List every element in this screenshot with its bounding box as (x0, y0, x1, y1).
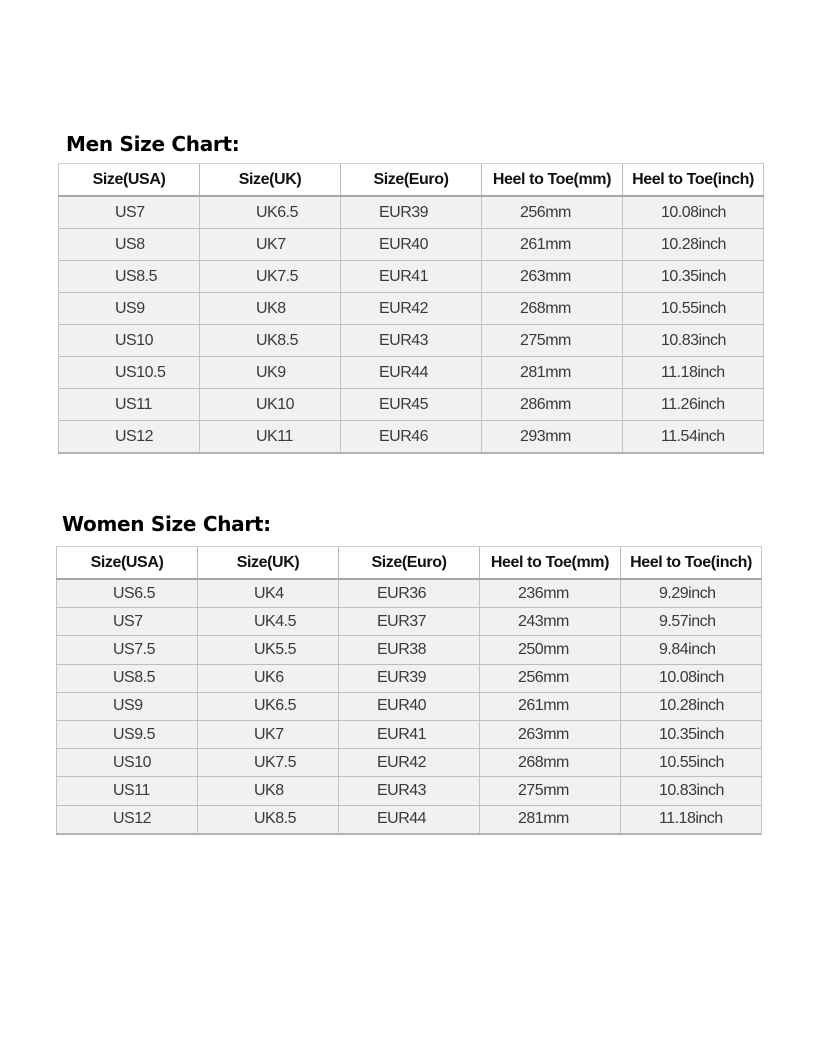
table-row (57, 636, 762, 664)
cell-size-euro: EUR45 (341, 389, 482, 421)
cell-size-uk: UK6.5 (198, 692, 339, 720)
cell-heel-to-toe-mm: 263mm (480, 720, 621, 748)
cell-heel-to-toe-mm: 281mm (482, 357, 623, 389)
cell-size-usa: US10 (59, 325, 200, 357)
cell-size-uk: UK7 (198, 720, 339, 748)
cell-heel-to-toe-mm: 275mm (480, 777, 621, 805)
cell-heel-to-toe-inch: 10.28inch (623, 229, 764, 261)
cell-size-usa: US12 (59, 421, 200, 454)
table-row (57, 805, 762, 834)
cell-heel-to-toe-mm: 256mm (482, 196, 623, 229)
cell-size-uk: UK6.5 (200, 196, 341, 229)
cell-size-usa: US9 (57, 692, 198, 720)
cell-size-usa: US10.5 (59, 357, 200, 389)
table-row (59, 293, 764, 325)
cell-heel-to-toe-inch: 9.29inch (621, 579, 762, 608)
table-row (57, 749, 762, 777)
cell-heel-to-toe-mm: 268mm (480, 749, 621, 777)
cell-size-uk: UK8 (200, 293, 341, 325)
table-row (57, 692, 762, 720)
cell-size-uk: UK6 (198, 664, 339, 692)
cell-size-uk: UK8.5 (200, 325, 341, 357)
cell-size-euro: EUR43 (341, 325, 482, 357)
cell-heel-to-toe-mm: 293mm (482, 421, 623, 454)
cell-heel-to-toe-inch: 10.08inch (623, 196, 764, 229)
cell-size-euro: EUR40 (341, 229, 482, 261)
table-row (59, 421, 764, 454)
cell-size-euro: EUR41 (341, 261, 482, 293)
table-row (57, 777, 762, 805)
cell-size-euro: EUR40 (339, 692, 480, 720)
cell-size-usa: US9 (59, 293, 200, 325)
cell-heel-to-toe-inch: 10.28inch (621, 692, 762, 720)
cell-heel-to-toe-inch: 10.55inch (621, 749, 762, 777)
cell-heel-to-toe-mm: 261mm (482, 229, 623, 261)
cell-size-uk: UK10 (200, 389, 341, 421)
cell-size-euro: EUR36 (339, 579, 480, 608)
cell-size-euro: EUR43 (339, 777, 480, 805)
women-size-table (56, 546, 762, 835)
cell-heel-to-toe-inch: 11.18inch (621, 805, 762, 834)
column-header-size-euro: Size(Euro) (341, 164, 482, 197)
cell-size-uk: UK8.5 (198, 805, 339, 834)
cell-heel-to-toe-inch: 10.35inch (621, 720, 762, 748)
cell-heel-to-toe-inch: 10.35inch (623, 261, 764, 293)
cell-size-uk: UK11 (200, 421, 341, 454)
cell-size-usa: US7 (59, 196, 200, 229)
cell-size-usa: US10 (57, 749, 198, 777)
table-row (59, 325, 764, 357)
cell-size-usa: US8 (59, 229, 200, 261)
cell-heel-to-toe-mm: 281mm (480, 805, 621, 834)
cell-size-uk: UK5.5 (198, 636, 339, 664)
cell-heel-to-toe-mm: 243mm (480, 608, 621, 636)
column-header-size-uk: Size(UK) (198, 547, 339, 580)
cell-size-euro: EUR44 (341, 357, 482, 389)
cell-size-usa: US6.5 (57, 579, 198, 608)
cell-size-euro: EUR38 (339, 636, 480, 664)
men-size-chart-title: Men Size Chart: (66, 132, 240, 156)
cell-size-euro: EUR44 (339, 805, 480, 834)
table-row (59, 357, 764, 389)
cell-heel-to-toe-mm: 256mm (480, 664, 621, 692)
cell-heel-to-toe-inch: 11.54inch (623, 421, 764, 454)
cell-heel-to-toe-inch: 10.55inch (623, 293, 764, 325)
cell-heel-to-toe-mm: 268mm (482, 293, 623, 325)
column-header-size-usa: Size(USA) (57, 547, 198, 580)
cell-heel-to-toe-mm: 261mm (480, 692, 621, 720)
cell-size-usa: US12 (57, 805, 198, 834)
cell-heel-to-toe-inch: 9.57inch (621, 608, 762, 636)
cell-heel-to-toe-mm: 263mm (482, 261, 623, 293)
table-header-row (59, 164, 764, 197)
table-row (57, 664, 762, 692)
cell-size-uk: UK4.5 (198, 608, 339, 636)
cell-size-euro: EUR42 (341, 293, 482, 325)
table-row (59, 389, 764, 421)
cell-heel-to-toe-inch: 11.26inch (623, 389, 764, 421)
column-header-heel-to-toe-inch: Heel to Toe(inch) (621, 547, 762, 580)
table-row (59, 196, 764, 229)
cell-size-euro: EUR37 (339, 608, 480, 636)
cell-size-usa: US8.5 (57, 664, 198, 692)
column-header-size-uk: Size(UK) (200, 164, 341, 197)
column-header-heel-to-toe-inch: Heel to Toe(inch) (623, 164, 764, 197)
cell-size-usa: US8.5 (59, 261, 200, 293)
table-row (59, 261, 764, 293)
cell-heel-to-toe-inch: 10.83inch (623, 325, 764, 357)
cell-heel-to-toe-mm: 250mm (480, 636, 621, 664)
cell-size-uk: UK4 (198, 579, 339, 608)
men-size-table (58, 163, 764, 454)
cell-size-uk: UK8 (198, 777, 339, 805)
cell-size-euro: EUR46 (341, 421, 482, 454)
cell-heel-to-toe-inch: 10.83inch (621, 777, 762, 805)
cell-heel-to-toe-mm: 286mm (482, 389, 623, 421)
cell-size-euro: EUR41 (339, 720, 480, 748)
column-header-size-usa: Size(USA) (59, 164, 200, 197)
table-row (59, 229, 764, 261)
table-row (57, 579, 762, 608)
table-row (57, 608, 762, 636)
cell-size-uk: UK7.5 (198, 749, 339, 777)
cell-size-uk: UK7.5 (200, 261, 341, 293)
column-header-size-euro: Size(Euro) (339, 547, 480, 580)
cell-size-usa: US7.5 (57, 636, 198, 664)
cell-size-usa: US11 (57, 777, 198, 805)
cell-heel-to-toe-inch: 10.08inch (621, 664, 762, 692)
cell-heel-to-toe-inch: 9.84inch (621, 636, 762, 664)
column-header-heel-to-toe-mm: Heel to Toe(mm) (482, 164, 623, 197)
cell-size-euro: EUR42 (339, 749, 480, 777)
column-header-heel-to-toe-mm: Heel to Toe(mm) (480, 547, 621, 580)
cell-size-usa: US7 (57, 608, 198, 636)
cell-size-uk: UK7 (200, 229, 341, 261)
cell-size-euro: EUR39 (341, 196, 482, 229)
cell-size-usa: US9.5 (57, 720, 198, 748)
women-size-chart-title: Women Size Chart: (62, 512, 271, 536)
table-header-row (57, 547, 762, 580)
cell-heel-to-toe-mm: 236mm (480, 579, 621, 608)
cell-size-euro: EUR39 (339, 664, 480, 692)
cell-heel-to-toe-inch: 11.18inch (623, 357, 764, 389)
cell-size-uk: UK9 (200, 357, 341, 389)
table-row (57, 720, 762, 748)
cell-size-usa: US11 (59, 389, 200, 421)
cell-heel-to-toe-mm: 275mm (482, 325, 623, 357)
